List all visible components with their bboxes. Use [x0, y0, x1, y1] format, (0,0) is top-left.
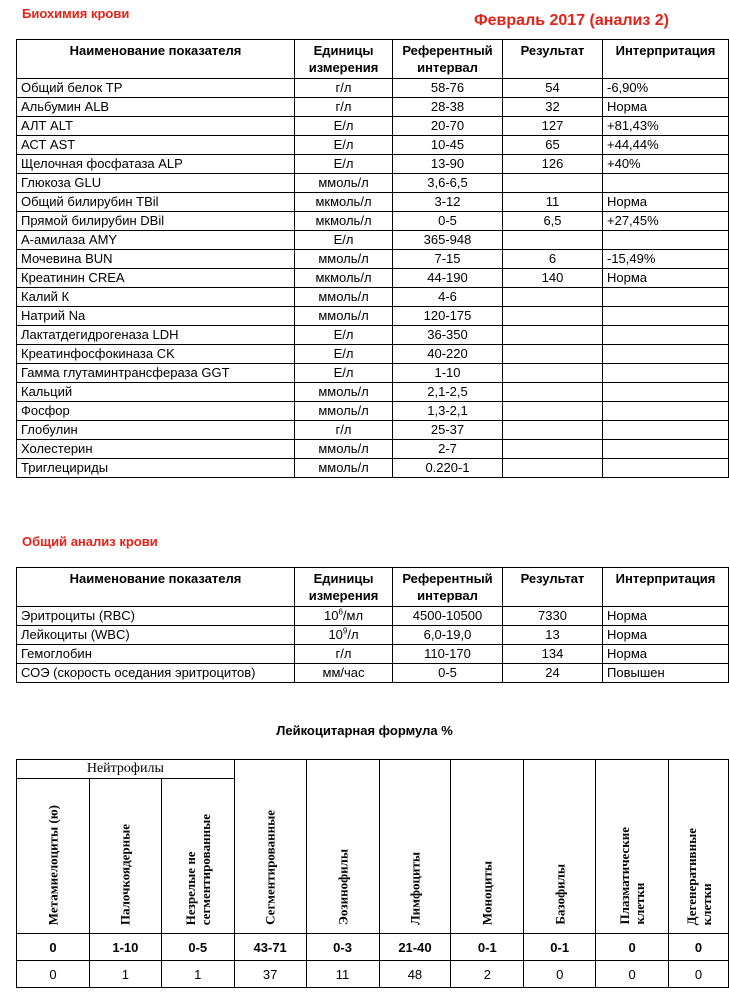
indicator-units: Е/л: [295, 364, 393, 383]
units-tail: /л: [347, 627, 359, 642]
biochem-row: [17, 117, 729, 136]
indicator-result: [503, 326, 603, 345]
units-base: мм/час: [322, 665, 365, 680]
biochem-row: [17, 212, 729, 231]
col-header-name: Наименование показателя: [17, 40, 295, 79]
indicator-interp: Повышен: [603, 664, 729, 683]
indicator-name: Щелочная фосфатаза ALP: [17, 155, 295, 174]
leuko-col-header: [596, 760, 669, 934]
indicator-ref: 28-38: [393, 98, 503, 117]
leuko-reference-value: 0-1: [451, 934, 524, 961]
biochem-row: [17, 364, 729, 383]
indicator-result: 54: [503, 79, 603, 98]
leuko-result-value: 0: [17, 961, 90, 988]
neutrophils-group-label: Нейтрофилы: [17, 760, 235, 779]
leuko-result-value: 1: [161, 961, 234, 988]
indicator-interp: [603, 288, 729, 307]
indicator-interp: [603, 421, 729, 440]
units-base: г/л: [335, 646, 352, 661]
indicator-units: Е/л: [295, 326, 393, 345]
leuko-col-header: [89, 779, 161, 934]
indicator-result: 134: [503, 645, 603, 664]
biochem-row: [17, 269, 729, 288]
indicator-result: 7330: [503, 607, 603, 626]
indicator-result: [503, 421, 603, 440]
leuko-reference-value: 0-5: [161, 934, 234, 961]
biochem-row: [17, 98, 729, 117]
biochem-section-title: Биохимия крови: [22, 6, 130, 21]
indicator-result: 126: [503, 155, 603, 174]
indicator-interp: -6,90%: [603, 79, 729, 98]
indicator-ref: 44-190: [393, 269, 503, 288]
indicator-name: Триглецириды: [17, 459, 295, 478]
indicator-interp: [603, 345, 729, 364]
indicator-units: ммоль/л: [295, 402, 393, 421]
indicator-interp: +40%: [603, 155, 729, 174]
indicator-units: Е/л: [295, 155, 393, 174]
indicator-name: А-амилаза AMY: [17, 231, 295, 250]
indicator-interp: +44,44%: [603, 136, 729, 155]
biochem-table: [16, 39, 729, 478]
analysis-date-label: Февраль 2017 (анализ 2): [474, 12, 669, 29]
biochem-row: [17, 402, 729, 421]
col-header-units: Единицы измерения: [295, 40, 393, 79]
indicator-ref: 3-12: [393, 193, 503, 212]
col-header-interp: Интерпритация: [603, 568, 729, 607]
indicator-ref: 10-45: [393, 136, 503, 155]
indicator-result: 65: [503, 136, 603, 155]
leuko-col-header: [669, 760, 729, 934]
indicator-units: мкмоль/л: [295, 193, 393, 212]
leuko-col-label: Дегенеративные клетки: [683, 827, 714, 925]
indicator-ref: 4500-10500: [393, 607, 503, 626]
leuko-col-label: Базофилы: [552, 864, 568, 925]
biochem-row: [17, 421, 729, 440]
biochem-row: [17, 440, 729, 459]
units-exponent: 9: [342, 626, 348, 636]
indicator-result: [503, 440, 603, 459]
indicator-interp: [603, 459, 729, 478]
indicator-units: Е/л: [295, 345, 393, 364]
indicator-result: [503, 364, 603, 383]
indicator-name: Креатинин CREA: [17, 269, 295, 288]
indicator-interp: [603, 402, 729, 421]
indicator-interp: [603, 231, 729, 250]
indicator-interp: [603, 326, 729, 345]
biochem-row: [17, 155, 729, 174]
leuko-reference-value: 1-10: [89, 934, 161, 961]
indicator-ref: 365-948: [393, 231, 503, 250]
indicator-ref: 7-15: [393, 250, 503, 269]
col-header-name: Наименование показателя: [17, 568, 295, 607]
cbc-row: [17, 626, 729, 645]
col-header-ref: Референтный интервал: [393, 568, 503, 607]
cbc-table: [16, 567, 729, 683]
indicator-result: 127: [503, 117, 603, 136]
leuko-reference-value: 43-71: [234, 934, 306, 961]
leukocyte-formula-table: [16, 759, 729, 988]
leuko-result-value: 2: [451, 961, 524, 988]
indicator-name: АЛТ ALT: [17, 117, 295, 136]
indicator-name: Гамма глутаминтрансфераза GGT: [17, 364, 295, 383]
leuko-col-header: [17, 779, 90, 934]
indicator-name: Мочевина BUN: [17, 250, 295, 269]
indicator-units: мкмоль/л: [295, 269, 393, 288]
indicator-name: Глюкоза GLU: [17, 174, 295, 193]
leuko-reference-value: 0-3: [306, 934, 379, 961]
indicator-result: [503, 288, 603, 307]
leuko-reference-value: 0: [17, 934, 90, 961]
biochem-row: [17, 345, 729, 364]
leuko-col-header: [306, 760, 379, 934]
indicator-interp: [603, 364, 729, 383]
units-base: 10: [323, 608, 339, 623]
indicator-name: Эритроциты (RBC): [17, 607, 295, 626]
indicator-units: ммоль/л: [295, 307, 393, 326]
leuko-col-label: Сегментированные: [262, 810, 278, 925]
indicator-ref: 0-5: [393, 664, 503, 683]
indicator-interp: Норма: [603, 98, 729, 117]
units-exponent: 6: [338, 607, 343, 617]
leuko-col-label: Палочкоядерные: [117, 823, 133, 925]
indicator-name: Лактатдегидрогеназа LDH: [17, 326, 295, 345]
indicator-ref: 0.220-1: [393, 459, 503, 478]
leuko-col-label: Незрелые не сегментированные: [182, 813, 213, 925]
biochem-row: [17, 459, 729, 478]
leuko-group-row: [17, 760, 729, 779]
leuko-result-value: 1: [89, 961, 161, 988]
indicator-ref: 4-6: [393, 288, 503, 307]
indicator-interp: Норма: [603, 193, 729, 212]
indicator-result: 6,5: [503, 212, 603, 231]
indicator-result: 11: [503, 193, 603, 212]
leuko-result-value: 0: [596, 961, 669, 988]
col-header-ref: Референтный интервал: [393, 40, 503, 79]
indicator-ref: 25-37: [393, 421, 503, 440]
indicator-name: Альбумин ALB: [17, 98, 295, 117]
indicator-ref: 3,6-6,5: [393, 174, 503, 193]
indicator-name: Фосфор: [17, 402, 295, 421]
indicator-units: ммоль/л: [295, 440, 393, 459]
indicator-result: [503, 307, 603, 326]
leuko-result-value: 0: [669, 961, 729, 988]
indicator-result: 32: [503, 98, 603, 117]
indicator-ref: 58-76: [393, 79, 503, 98]
indicator-result: [503, 231, 603, 250]
indicator-units: г/л: [295, 421, 393, 440]
cbc-header-row: [17, 568, 729, 607]
leuko-reference-row: [17, 934, 729, 961]
col-header-units: Единицы измерения: [295, 568, 393, 607]
indicator-units: ммоль/л: [295, 174, 393, 193]
indicator-interp: Норма: [603, 269, 729, 288]
leukocyte-formula-title: Лейкоцитарная формула %: [276, 723, 453, 738]
indicator-result: 24: [503, 664, 603, 683]
indicator-units: ммоль/л: [295, 383, 393, 402]
biochem-header-row: [17, 40, 729, 79]
indicator-name: АСТ AST: [17, 136, 295, 155]
indicator-result: [503, 402, 603, 421]
indicator-units: [295, 664, 393, 683]
indicator-units: Е/л: [295, 231, 393, 250]
biochem-row: [17, 250, 729, 269]
indicator-name: Холестерин: [17, 440, 295, 459]
indicator-name: Лейкоциты (WBC): [17, 626, 295, 645]
indicator-name: Общий белок TP: [17, 79, 295, 98]
biochem-row: [17, 231, 729, 250]
biochem-row: [17, 326, 729, 345]
biochem-row: [17, 136, 729, 155]
leuko-result-value: 11: [306, 961, 379, 988]
units-base: 10: [328, 627, 343, 642]
indicator-result: 6: [503, 250, 603, 269]
biochem-row: [17, 174, 729, 193]
leuko-result-row: [17, 961, 729, 988]
indicator-ref: 13-90: [393, 155, 503, 174]
biochem-row: [17, 288, 729, 307]
indicator-name: Креатинфосфокиназа CK: [17, 345, 295, 364]
indicator-ref: 20-70: [393, 117, 503, 136]
indicator-result: [503, 383, 603, 402]
indicator-interp: [603, 383, 729, 402]
indicator-name: Прямой билирубин DBil: [17, 212, 295, 231]
indicator-name: Натрий Na: [17, 307, 295, 326]
col-header-result: Результат: [503, 40, 603, 79]
leuko-col-header: [451, 760, 524, 934]
biochem-row: [17, 193, 729, 212]
indicator-result: [503, 345, 603, 364]
indicator-ref: 40-220: [393, 345, 503, 364]
indicator-interp: Норма: [603, 645, 729, 664]
leuko-col-header: [379, 760, 451, 934]
leuko-result-value: 37: [234, 961, 306, 988]
indicator-units: Е/л: [295, 136, 393, 155]
indicator-ref: 2-7: [393, 440, 503, 459]
indicator-ref: 120-175: [393, 307, 503, 326]
units-tail: /мл: [342, 608, 364, 623]
biochem-row: [17, 307, 729, 326]
leuko-reference-value: 0: [596, 934, 669, 961]
indicator-name: СОЭ (скорость оседания эритроцитов): [17, 664, 295, 683]
indicator-ref: 1-10: [393, 364, 503, 383]
indicator-result: [503, 459, 603, 478]
indicator-ref: 110-170: [393, 645, 503, 664]
indicator-name: Кальций: [17, 383, 295, 402]
indicator-result: 140: [503, 269, 603, 288]
leuko-reference-value: 0: [669, 934, 729, 961]
indicator-ref: 0-5: [393, 212, 503, 231]
biochem-row: [17, 79, 729, 98]
indicator-interp: +27,45%: [603, 212, 729, 231]
indicator-ref: 2,1-2,5: [393, 383, 503, 402]
indicator-units: ммоль/л: [295, 250, 393, 269]
indicator-ref: 1,3-2,1: [393, 402, 503, 421]
indicator-name: Глобулин: [17, 421, 295, 440]
col-header-interp: Интерпритация: [603, 40, 729, 79]
indicator-result: 13: [503, 626, 603, 645]
indicator-name: Общий билирубин TBil: [17, 193, 295, 212]
cbc-row: [17, 645, 729, 664]
cbc-section-title: Общий анализ крови: [22, 534, 158, 549]
indicator-interp: Норма: [603, 607, 729, 626]
indicator-units: г/л: [295, 98, 393, 117]
leuko-col-label: Моноциты: [479, 860, 495, 925]
indicator-interp: [603, 307, 729, 326]
indicator-name: Гемоглобин: [17, 645, 295, 664]
leuko-reference-value: 21-40: [379, 934, 451, 961]
indicator-interp: Норма: [603, 626, 729, 645]
indicator-name: Калий К: [17, 288, 295, 307]
indicator-units: мкмоль/л: [295, 212, 393, 231]
leuko-col-label: Эозинофилы: [335, 849, 351, 925]
indicator-units: ммоль/л: [295, 459, 393, 478]
indicator-units: г/л: [295, 79, 393, 98]
leuko-reference-value: 0-1: [524, 934, 596, 961]
leuko-col-label: Лимфоциты: [407, 851, 423, 925]
indicator-units: ммоль/л: [295, 288, 393, 307]
indicator-units: [295, 645, 393, 664]
indicator-units: [295, 607, 393, 626]
leuko-col-header: [524, 760, 596, 934]
cbc-row: [17, 664, 729, 683]
indicator-units: Е/л: [295, 117, 393, 136]
indicator-interp: -15,49%: [603, 250, 729, 269]
leuko-result-value: 0: [524, 961, 596, 988]
indicator-interp: [603, 174, 729, 193]
indicator-interp: +81,43%: [603, 117, 729, 136]
leuko-col-header: [161, 779, 234, 934]
leuko-col-label: Метамиелоциты (ю): [45, 804, 61, 925]
col-header-result: Результат: [503, 568, 603, 607]
indicator-interp: [603, 440, 729, 459]
leuko-col-header: [234, 760, 306, 934]
indicator-ref: 6,0-19,0: [393, 626, 503, 645]
leuko-col-label: Плазматические клетки: [617, 827, 648, 925]
indicator-result: [503, 174, 603, 193]
biochem-row: [17, 383, 729, 402]
leuko-result-value: 48: [379, 961, 451, 988]
cbc-row: [17, 607, 729, 626]
indicator-ref: 36-350: [393, 326, 503, 345]
indicator-units: [295, 626, 393, 645]
